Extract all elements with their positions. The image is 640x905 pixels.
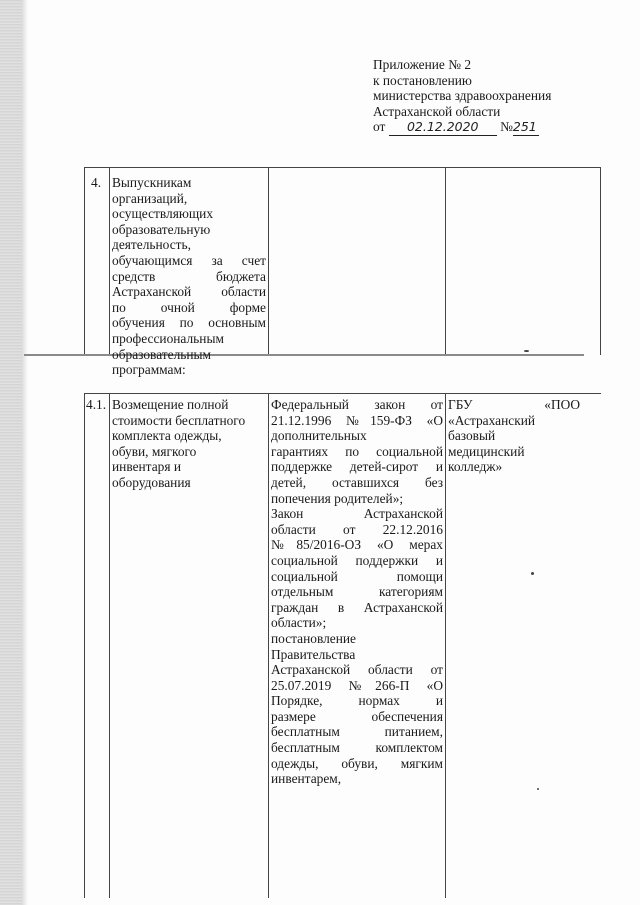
table-col-divider-3	[268, 167, 269, 355]
header-line-1: Приложение № 2	[373, 57, 472, 72]
row-4-1-desc-line: стоимости бесплатного	[112, 412, 246, 428]
header-date-line	[373, 119, 613, 136]
row-4-description	[112, 175, 266, 378]
row-4-line: программам:	[112, 362, 186, 378]
table-col-divider-1b	[84, 393, 85, 898]
row-separator	[84, 393, 601, 394]
scan-speck	[524, 350, 529, 352]
row-4-line: Выпускникам	[112, 175, 192, 190]
institution-line: ГБУ «ПОО	[448, 397, 580, 412]
date-prefix: от	[373, 119, 386, 134]
legal-line: бесплатным комплектом	[271, 740, 443, 756]
legal-line: Астраханской области от	[271, 662, 443, 678]
row-4-line: средств бюджета	[112, 268, 266, 284]
number-prefix: №	[500, 119, 513, 134]
legal-line: №85/2016-ОЗ «О мерах	[271, 537, 443, 553]
legal-line: дополнительных	[271, 428, 367, 444]
institution-line: медицинский	[448, 443, 525, 459]
table-top-border	[84, 167, 601, 168]
legal-line: отдельным категориям	[271, 584, 443, 600]
row-4-line: обучающимся за счет	[112, 252, 266, 268]
row-4-1-desc-line: оборудования	[112, 474, 191, 490]
scan-shadow	[0, 0, 22, 905]
header-line-4: Астраханской области	[373, 103, 501, 119]
legal-line: 21.12.1996 №159-ФЗ «О	[271, 412, 443, 428]
legal-line: поддержке детей-сирот и	[271, 459, 443, 475]
row-4-1-desc-line: инвентаря и	[112, 459, 182, 475]
scan-speck	[537, 788, 539, 790]
legal-line: постановление	[271, 630, 357, 646]
row-4-1-legal-basis	[271, 397, 443, 787]
row-4-line: осуществляющих	[112, 206, 214, 222]
table-col-divider-5	[600, 167, 601, 355]
institution-line: колледж»	[448, 459, 503, 475]
institution-line: базовый	[448, 428, 496, 444]
legal-line: граждан в Астраханской	[271, 599, 443, 615]
table-col-divider-2b	[109, 393, 110, 898]
legal-line: Закон Астраханской	[271, 506, 443, 522]
row-4-line: образовательным	[112, 346, 212, 362]
legal-line: Правительства	[271, 646, 356, 662]
scan-fold-line	[24, 354, 584, 356]
legal-line: Федеральный закон от	[271, 397, 443, 412]
table-col-divider-1	[84, 167, 85, 355]
handwritten-date: 02.12.2020	[389, 119, 497, 136]
header-line-3: министерства здравоохранения	[373, 88, 552, 103]
table-col-divider-4	[445, 167, 446, 355]
table-col-divider-3b	[268, 393, 269, 898]
row-4-1-institution	[448, 397, 580, 475]
row-4-1-desc-line: Возмещение полной	[112, 397, 229, 412]
header-line-2: к постановлению	[373, 72, 472, 88]
legal-line: Порядке, нормах и	[271, 693, 443, 709]
legal-line: области от 22.12.2016	[271, 521, 443, 537]
legal-line: социальной поддержки и	[271, 552, 443, 568]
row-4-line: деятельность,	[112, 237, 191, 253]
institution-line: «Астраханский	[448, 412, 536, 428]
table-col-divider-2	[109, 167, 110, 355]
attachment-header	[373, 57, 613, 136]
row-4-line: обучения по основным	[112, 315, 266, 331]
legal-line: инвентарем,	[271, 771, 342, 787]
legal-line: размере обеспечения	[271, 708, 443, 724]
row-4-line: образовательную	[112, 221, 211, 237]
legal-line: попечения родителей»;	[271, 490, 404, 506]
legal-line: бесплатным питанием,	[271, 724, 443, 740]
row-4-number: 4.	[91, 175, 102, 190]
row-4-1-number: 4.1.	[86, 397, 107, 412]
legal-line: гарантиях по социальной	[271, 443, 443, 459]
row-4-line: по очной форме	[112, 299, 266, 315]
legal-line: 25.07.2019 №266-П «О	[271, 677, 443, 693]
legal-line: детей, оставшихся без	[271, 474, 443, 490]
row-4-line: Астраханской области	[112, 284, 266, 300]
table-col-divider-4b	[445, 393, 446, 898]
row-4-line: профессиональным	[112, 330, 224, 346]
legal-line: одежды, обуви, мягким	[271, 755, 443, 771]
legal-line: социальной помощи	[271, 568, 443, 584]
scan-shadow-gradient	[22, 0, 28, 905]
row-4-1-desc-line: обуви, мягкого	[112, 443, 197, 459]
legal-line: области»;	[271, 615, 327, 631]
handwritten-number: 251	[513, 119, 539, 136]
row-4-1-desc-line: комплекта одежды,	[112, 428, 222, 444]
scan-speck	[531, 572, 534, 575]
row-4-line: организаций,	[112, 190, 188, 206]
row-4-1-description	[112, 397, 266, 491]
